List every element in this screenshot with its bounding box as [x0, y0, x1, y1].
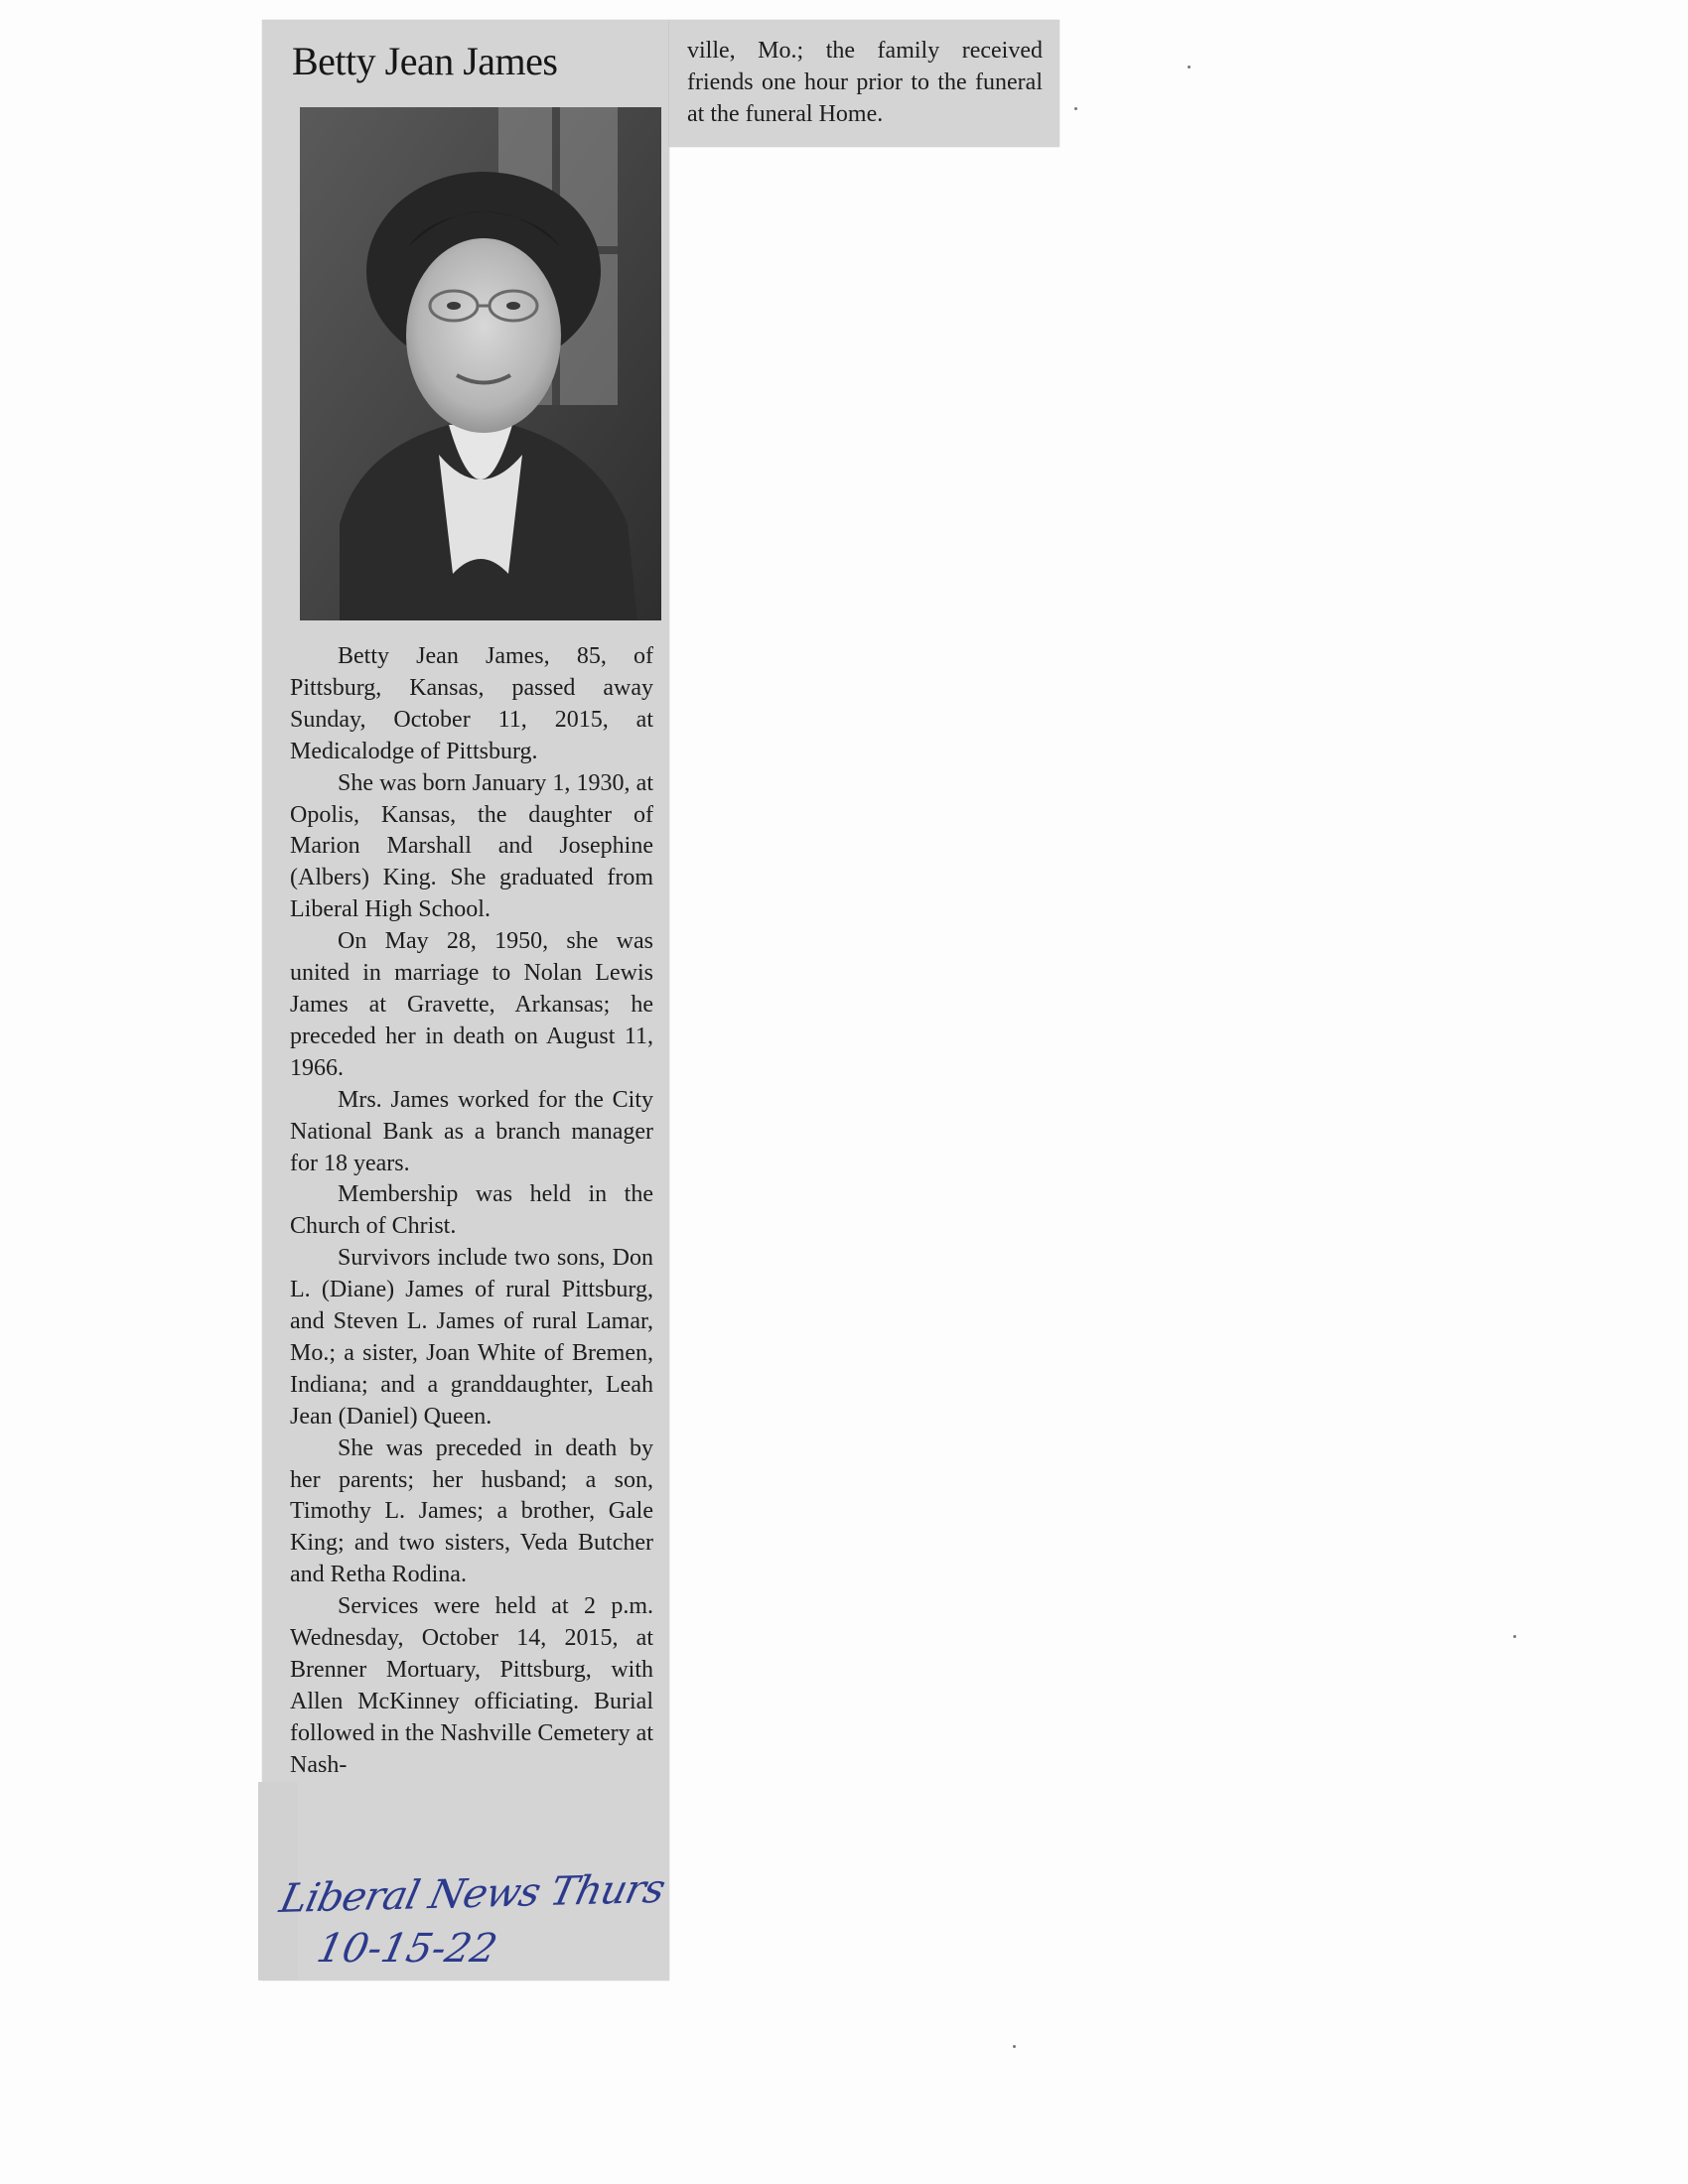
obituary-paragraph-services: Services were held at 2 p.m. Wednesday, October 14, 2015, at Brenner Mortuary, Pittsburg, with Allen McKinney officiating. Burial followed in the Nashville Cemetery at Nash-: [290, 1593, 653, 1778]
obituary-body: [290, 641, 653, 1782]
handwritten-note: [275, 1865, 669, 1980]
obituary-headline: Betty Jean James: [292, 39, 558, 83]
handwritten-date: 10-15-22: [313, 1926, 501, 1972]
portrait-illustration: [300, 107, 661, 620]
obituary-paragraph-career: Mrs. James worked for the City National Bank as a branch manager for 18 years.: [290, 1086, 653, 1176]
obituary-paragraph-marriage: On May 28, 1950, she was united in marriage to Nolan Lewis James at Gravette, Arkansas; he preceded her in death on August 11, 1966.: [290, 928, 653, 1081]
continuation-text: ville, Mo.; the family received friends one hour prior to the funeral at the funeral Home.: [687, 38, 1043, 127]
portrait-photo: [300, 107, 661, 620]
obituary-clipping: [262, 20, 669, 1980]
continuation-clipping: [669, 20, 1059, 147]
obituary-paragraph-preceded: She was preceded in death by her parents; her husband; a son, Timothy L. James; a brother, Gale King; and two sisters, Veda Butcher and Retha Rodina.: [290, 1434, 653, 1588]
handwritten-source: Liberal News Thurs: [275, 1865, 669, 1923]
obituary-paragraph-church: Membership was held in the Church of Christ.: [290, 1181, 653, 1240]
obituary-paragraph-death: Betty Jean James, 85, of Pittsburg, Kansas, passed away Sunday, October 11, 2015, at Medicalodge of Pittsburg.: [290, 643, 653, 764]
obituary-paragraph-birth: She was born January 1, 1930, at Opolis, Kansas, the daughter of Marion Marshall and Josephine (Albers) King. She graduated from Liberal High School.: [290, 769, 653, 923]
continuation-text-block: [687, 36, 1043, 131]
obituary-paragraph-survivors: Survivors include two sons, Don L. (Diane) James of rural Pittsburg, and Steven L. James of rural Lamar, Mo.; a sister, Joan White of Bremen, Indiana; and a granddaughter, Leah Jean (Daniel) Queen.: [290, 1245, 653, 1430]
